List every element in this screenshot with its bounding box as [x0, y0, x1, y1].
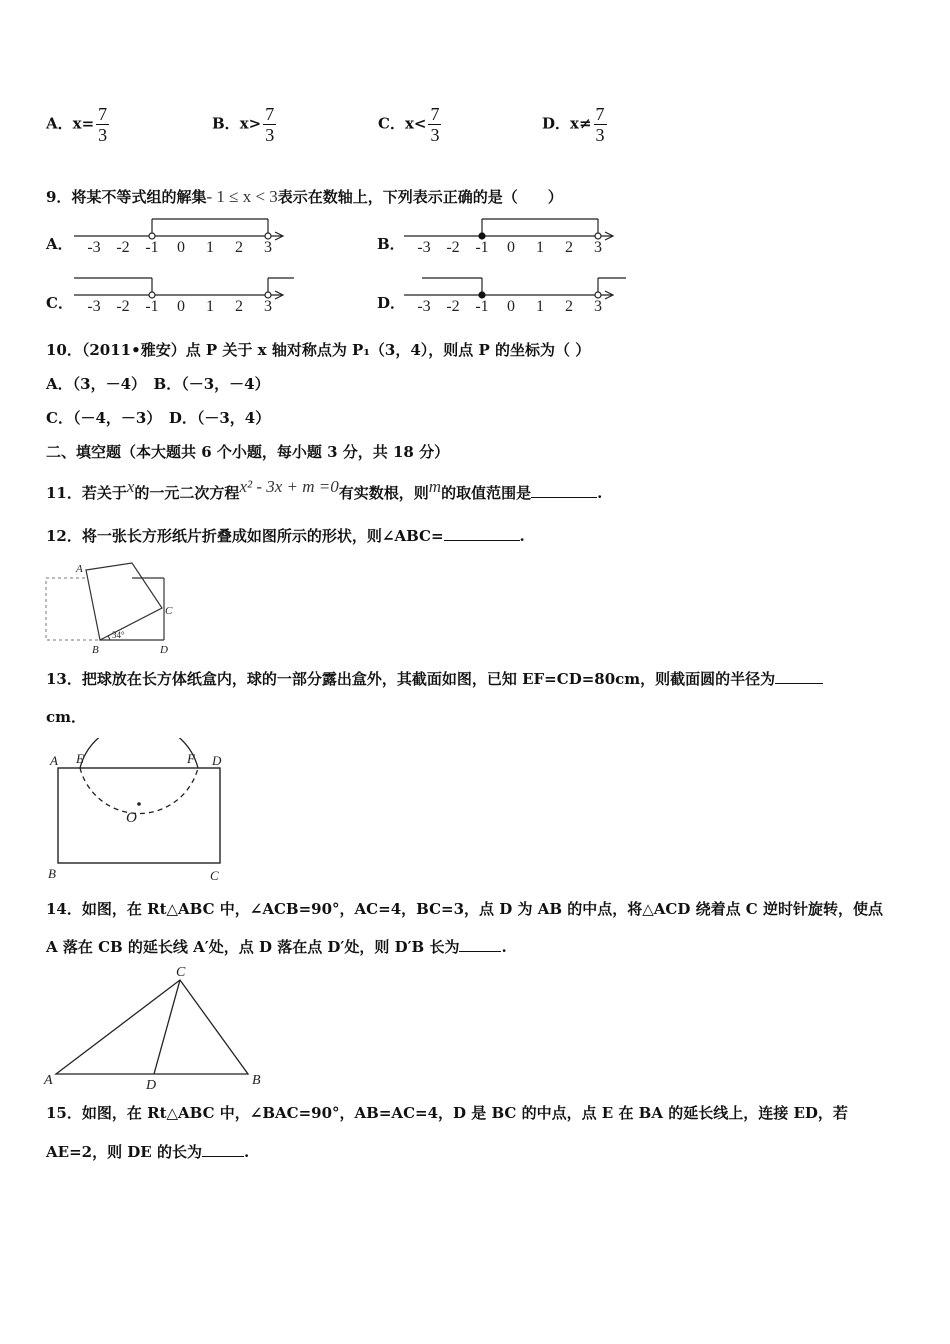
- svg-text:A: A: [76, 563, 83, 575]
- svg-text:-1: -1: [475, 298, 489, 315]
- q8-option-b: B．x> $\frac{7}{3}$: [212, 104, 275, 145]
- svg-text:D: D: [212, 753, 222, 768]
- q9-option-a-label: A．: [46, 235, 73, 253]
- q14-line2: A 落在 CB 的延长线 A′处，点 D 落在点 D′处，则 D′B 长为 .: [46, 938, 507, 956]
- svg-text:C: C: [210, 868, 219, 883]
- svg-text:0: 0: [507, 298, 515, 315]
- q13-answer-blank: [775, 669, 823, 684]
- svg-text:1: 1: [206, 298, 214, 315]
- svg-text:C: C: [176, 965, 186, 980]
- q9-option-c-label: C．: [46, 294, 73, 312]
- svg-text:0: 0: [177, 239, 185, 256]
- svg-text:-1: -1: [145, 239, 159, 256]
- svg-text:-2: -2: [446, 298, 460, 315]
- svg-text:-3: -3: [87, 239, 101, 256]
- svg-text:3: 3: [264, 239, 272, 256]
- q10-options-row2: C．（－4，－3） D．（－3，4）: [46, 409, 271, 427]
- svg-text:2: 2: [565, 298, 573, 315]
- q9-numberline-c: [70, 271, 300, 316]
- svg-text:B: B: [48, 866, 56, 881]
- q9-numberline-d: [400, 271, 632, 316]
- svg-text:D: D: [146, 1078, 157, 1090]
- q12-answer-blank: [444, 526, 520, 541]
- svg-text:D: D: [160, 644, 168, 656]
- svg-text:B: B: [92, 644, 99, 656]
- q14-answer-blank: [459, 937, 501, 952]
- svg-text:F: F: [187, 751, 195, 766]
- svg-text:E: E: [76, 751, 84, 766]
- q10-options-row1: A．（3，－4） B．（－3，－4）: [46, 375, 270, 393]
- svg-text:34°: 34°: [112, 630, 125, 640]
- svg-text:1: 1: [536, 239, 544, 256]
- svg-text:-3: -3: [417, 239, 431, 256]
- svg-text:-3: -3: [87, 298, 101, 315]
- q11-stem: 11．若关于x的一元二次方程x² - 3x + m =0有实数根，则m的取值范围是 .: [46, 477, 603, 502]
- svg-text:-2: -2: [446, 239, 460, 256]
- svg-text:2: 2: [235, 239, 243, 256]
- section-2-heading: 二、填空题（本大题共 6 个小题，每小题 3 分，共 18 分）: [46, 443, 450, 461]
- q13-unit: cm．: [46, 708, 87, 726]
- q15-line2: AE=2，则 DE 的长为 .: [46, 1143, 250, 1161]
- q12-stem: 12．将一张长方形纸片折叠成如图所示的形状，则∠ABC= .: [46, 527, 525, 545]
- svg-text:3: 3: [594, 239, 602, 256]
- svg-text:-1: -1: [145, 298, 159, 315]
- svg-text:3: 3: [594, 298, 602, 315]
- q11-answer-blank: [531, 483, 597, 498]
- q15-line1: 15．如图，在 Rt△ABC 中，∠BAC=90°，AB=AC=4，D 是 BC 的中点，点 E 在 BA 的延长线上，连接 ED，若: [46, 1104, 848, 1122]
- q12-figure: [42, 560, 182, 656]
- svg-text:A: A: [44, 1073, 53, 1088]
- q13-stem: 13．把球放在长方体纸盒内，球的一部分露出盒外，其截面如图，已知 EF=CD=80cm，则截面圆的半径为: [46, 668, 823, 689]
- q9-stem: 9．将某不等式组的解集- 1 ≤ x < 3表示在数轴上，下列表示正确的是（ ）: [46, 187, 563, 206]
- svg-text:O: O: [126, 810, 137, 826]
- svg-text:-1: -1: [475, 239, 489, 256]
- q13-figure: [44, 738, 234, 886]
- svg-text:-2: -2: [116, 239, 130, 256]
- svg-text:1: 1: [206, 239, 214, 256]
- q9-option-d-label: D．: [377, 294, 406, 312]
- q9-numberline-a: [70, 212, 290, 257]
- q8-option-a: A．x= $\frac{7}{3}$: [46, 104, 108, 145]
- svg-text:0: 0: [507, 239, 515, 256]
- q14-line1: 14．如图，在 Rt△ABC 中，∠ACB=90°，AC=4，BC=3，点 D 为 AB 的中点，将△ACD 绕着点 C 逆时针旋转，使点: [46, 900, 883, 918]
- svg-text:1: 1: [536, 298, 544, 315]
- q15-answer-blank: [202, 1142, 244, 1157]
- q8-option-c: C．x< $\frac{7}{3}$: [378, 104, 440, 145]
- svg-text:A: A: [50, 753, 58, 768]
- q10-stem: 10．（2011•雅安）点 P 关于 x 轴对称点为 P₁（3，4），则点 P 的坐标为（ ）: [46, 341, 591, 359]
- svg-text:0: 0: [177, 298, 185, 315]
- svg-text:-2: -2: [116, 298, 130, 315]
- q14-figure: [42, 962, 272, 1090]
- svg-text:2: 2: [565, 239, 573, 256]
- q8-option-d: D．x≠ $\frac{7}{3}$: [542, 104, 605, 145]
- svg-text:3: 3: [264, 298, 272, 315]
- svg-text:2: 2: [235, 298, 243, 315]
- svg-text:-3: -3: [417, 298, 431, 315]
- svg-text:C: C: [165, 605, 173, 617]
- svg-text:B: B: [252, 1073, 261, 1088]
- q9-numberline-b: [400, 212, 620, 257]
- q9-option-b-label: B．: [377, 235, 405, 253]
